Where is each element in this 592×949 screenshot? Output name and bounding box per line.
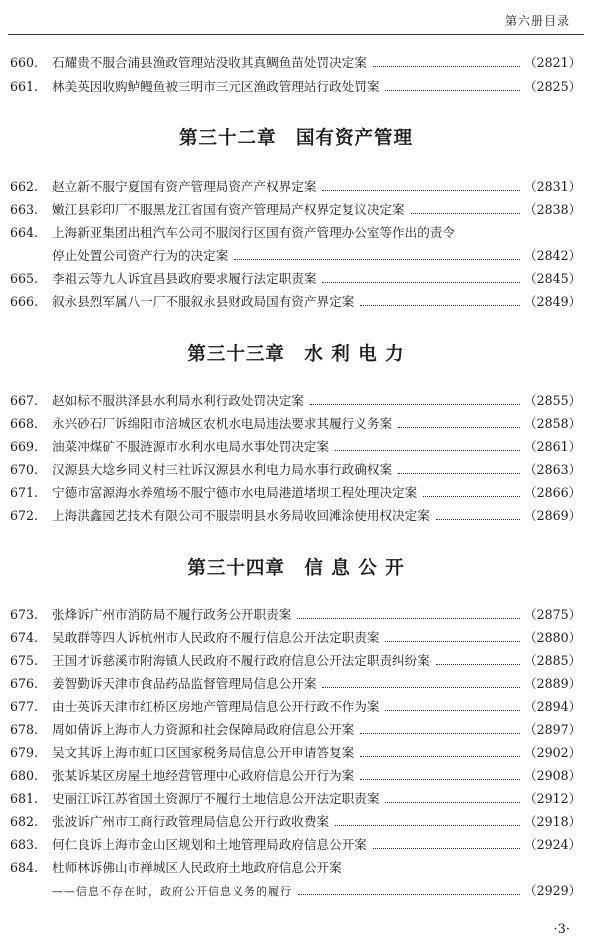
entry-page: （2912）: [524, 791, 582, 806]
toc-entry[interactable]: 673. 张烽诉广州市消防局不履行政务公开职责案 （2875）: [10, 604, 570, 626]
entry-title: 吴敢群等四人诉杭州市人民政府不履行信息公开法定职责案: [52, 630, 380, 645]
dot-leader: [385, 89, 520, 91]
toc-entry[interactable]: 670. 汉源县大埝乡同义村三社诉汉源县水利电力局水事行政确权案 （2863）: [10, 459, 570, 481]
dot-leader: [385, 640, 520, 642]
entry-page: （2825）: [524, 79, 582, 94]
entry-page: （2842）: [524, 248, 582, 263]
toc-entry[interactable]: 679. 吴文其诉上海市虹口区国家税务局信息公开申请答复案 （2902）: [10, 742, 570, 764]
dot-leader: [322, 686, 520, 688]
dot-leader: [411, 212, 520, 214]
toc-entry[interactable]: 671. 宁德市富源海水养殖场不服宁德市水电局港道堵坝工程处理决定案 （2866）: [10, 482, 570, 504]
dot-leader: [373, 65, 520, 67]
entry-title: 上海新亚集团出租汽车公司不服闵行区国有资产管理办公室等作出的责令: [52, 225, 455, 240]
chapter-heading: 第三十三章 水 利 电 力: [187, 344, 405, 365]
entry-title: 汉源县大埝乡同义村三社诉汉源县水利电力局水事行政确权案: [52, 462, 393, 477]
toc-entry[interactable]: 668. 永兴砂石厂诉绵阳市涪城区农机水电局违法要求其履行义务案 （2858）: [10, 413, 570, 435]
toc-entry-continuation[interactable]: [10, 245, 582, 267]
toc-entry[interactable]: 680. 张某诉某区房屋土地经营管理中心政府信息公开行为案 （2908）: [10, 765, 570, 787]
toc-entry[interactable]: 682. 张波诉广州市工商行政管理局信息公开行政收费案 （2918）: [10, 811, 570, 833]
entry-title: 宁德市富源海水养殖场不服宁德市水电局港道堵坝工程处理决定案: [52, 485, 418, 500]
entry-page: （2908）: [524, 768, 582, 783]
entry-page: （2858）: [524, 416, 582, 431]
entry-title-continuation: 停止处置公司资产行为的决定案: [52, 248, 229, 263]
entry-page: （2866）: [524, 485, 582, 500]
toc-entry[interactable]: 664. 上海新亚集团出租汽车公司不服闵行区国有资产管理办公室等作出的责令: [10, 222, 570, 244]
dot-leader: [322, 189, 520, 191]
dot-leader: [360, 732, 520, 734]
entry-subtitle: ——信息不存在时，政府公开信息义务的履行: [52, 885, 292, 898]
entry-title: 史丽江诉江苏省国土资源厅不履行土地信息公开法定职责案: [52, 791, 380, 806]
dot-leader: [436, 663, 520, 665]
toc-entry[interactable]: 660. 石耀贵不服合浦县渔政管理站没收其真鲷鱼苗处罚决定案 （2821）: [10, 52, 570, 74]
entry-title: 油菜冲煤矿不服涟源市水利水电局水事处罚决定案: [52, 439, 330, 454]
entry-title: 上海洪鑫园艺技术有限公司不服崇明县水务局收回滩涂使用权决定案: [52, 508, 430, 523]
entry-page: （2889）: [524, 676, 582, 691]
toc-entry-continuation[interactable]: [10, 880, 582, 902]
entry-page: （2863）: [524, 462, 582, 477]
entry-title: 吴文其诉上海市虹口区国家税务局信息公开申请答复案: [52, 745, 355, 760]
dot-leader: [398, 426, 520, 428]
toc-entry[interactable]: 684. 杜师林诉佛山市禅城区人民政府土地政府信息公开案: [10, 857, 570, 879]
toc-entry[interactable]: 665. 李祖云等九人诉宜昌县政府要求履行法定职责案 （2845）: [10, 268, 570, 290]
entry-page: （2855）: [524, 393, 582, 408]
toc-entry[interactable]: 669. 油菜冲煤矿不服涟源市水利水电局水事处罚决定案 （2861）: [10, 436, 570, 458]
toc-entry[interactable]: 683. 何仁良诉上海市金山区规划和土地管理局政府信息公开案 （2924）: [10, 834, 570, 856]
page-number: ·3·: [553, 922, 570, 937]
entry-title: 叙永县烈军属八一厂不服叙永县财政局国有资产界定案: [52, 294, 355, 309]
toc-entry[interactable]: 672. 上海洪鑫园艺技术有限公司不服崇明县水务局收回滩涂使用权决定案 （2869）: [10, 505, 570, 527]
dot-leader: [360, 755, 520, 757]
dot-leader: [360, 778, 520, 780]
entry-title: 王国才诉慈溪市附海镇人民政府不履行政府信息公开法定职责纠纷案: [52, 653, 430, 668]
toc-entry[interactable]: 661. 林美英因收购鲈鳗鱼被三明市三元区渔政管理站行政处罚案 （2825）: [10, 76, 570, 98]
toc-entry[interactable]: 677. 由士英诉天津市红桥区房地产管理局信息公开行政不作为案 （2894）: [10, 696, 570, 718]
toc-entry[interactable]: 681. 史丽江诉江苏省国土资源厅不履行土地信息公开法定职责案 （2912）: [10, 788, 570, 810]
entry-title: 赵立新不服宁夏国有资产管理局资产产权界定案: [52, 179, 317, 194]
dot-leader: [335, 449, 520, 451]
dot-leader: [373, 847, 520, 849]
entry-title: 姜智勤诉天津市食品药品监督管理局信息公开案: [52, 676, 317, 691]
dot-leader: [335, 824, 520, 826]
chapter-heading: 第三十四章 信 息 公 开: [187, 558, 405, 579]
entry-title: 赵如标不服洪泽县水利局水利行政处罚决定案: [52, 393, 304, 408]
chapter-heading: 第三十二章 国有资产管理: [178, 128, 413, 149]
toc-entry[interactable]: 667. 赵如标不服洪泽县水利局水利行政处罚决定案 （2855）: [10, 390, 570, 412]
page-header: [8, 0, 584, 35]
dot-leader: [360, 304, 520, 306]
dot-leader: [436, 518, 520, 520]
entry-title: 周如倩诉上海市人力资源和社会保障局政府信息公开案: [52, 722, 355, 737]
entry-page: （2929）: [524, 883, 582, 898]
dot-leader: [310, 403, 520, 405]
toc-entry[interactable]: 663. 嫩江县彩印厂不服黑龙江省国有资产管理局产权界定复议决定案 （2838）: [10, 199, 570, 221]
entry-page: （2880）: [524, 630, 582, 645]
entry-page: （2902）: [524, 745, 582, 760]
entry-title: 何仁良诉上海市金山区规划和土地管理局政府信息公开案: [52, 837, 367, 852]
entry-page: （2845）: [524, 271, 582, 286]
entry-page: （2869）: [524, 508, 582, 523]
entry-page: （2885）: [524, 653, 582, 668]
dot-leader: [385, 801, 520, 803]
header-title: 第六册目录: [504, 14, 570, 28]
entry-page: （2897）: [524, 722, 582, 737]
entry-page: （2918）: [524, 814, 582, 829]
entry-page: （2821）: [524, 55, 582, 70]
dot-leader: [385, 709, 520, 711]
entry-title: 杜师林诉佛山市禅城区人民政府土地政府信息公开案: [52, 860, 342, 875]
entry-page: （2875）: [524, 607, 582, 622]
dot-leader: [398, 472, 520, 474]
entry-title: 由士英诉天津市红桥区房地产管理局信息公开行政不作为案: [52, 699, 380, 714]
entry-page: （2849）: [524, 294, 582, 309]
entry-page: （2924）: [524, 837, 582, 852]
toc-entry[interactable]: 674. 吴敢群等四人诉杭州市人民政府不履行信息公开法定职责案 （2880）: [10, 627, 570, 649]
toc-entry[interactable]: 666. 叙永县烈军属八一厂不服叙永县财政局国有资产界定案 （2849）: [10, 291, 570, 313]
entry-title: 张波诉广州市工商行政管理局信息公开行政收费案: [52, 814, 330, 829]
entry-title: 李祖云等九人诉宜昌县政府要求履行法定职责案: [52, 271, 317, 286]
dot-leader: [423, 495, 520, 497]
entry-page: （2831）: [524, 179, 582, 194]
toc-entry[interactable]: 676. 姜智勤诉天津市食品药品监督管理局信息公开案 （2889）: [10, 673, 570, 695]
entry-title: 嫩江县彩印厂不服黑龙江省国有资产管理局产权界定复议决定案: [52, 202, 405, 217]
toc-entry[interactable]: 662. 赵立新不服宁夏国有资产管理局资产产权界定案 （2831）: [10, 176, 570, 198]
entry-page: （2838）: [524, 202, 582, 217]
entry-title: 永兴砂石厂诉绵阳市涪城区农机水电局违法要求其履行义务案: [52, 416, 393, 431]
entry-page: （2861）: [524, 439, 582, 454]
dot-leader: [298, 893, 520, 895]
entry-title: 张烽诉广州市消防局不履行政务公开职责案: [52, 607, 292, 622]
entry-title: 张某诉某区房屋土地经营管理中心政府信息公开行为案: [52, 768, 355, 783]
entry-page: （2894）: [524, 699, 582, 714]
dot-leader: [234, 258, 520, 260]
toc-entry[interactable]: 675. 王国才诉慈溪市附海镇人民政府不履行政府信息公开法定职责纠纷案 （2885）: [10, 650, 570, 672]
toc-entry[interactable]: 678. 周如倩诉上海市人力资源和社会保障局政府信息公开案 （2897）: [10, 719, 570, 741]
dot-leader: [297, 617, 520, 619]
dot-leader: [322, 281, 520, 283]
entry-title: 林美英因收购鲈鳗鱼被三明市三元区渔政管理站行政处罚案: [52, 79, 380, 94]
entry-title: 石耀贵不服合浦县渔政管理站没收其真鲷鱼苗处罚决定案: [52, 55, 367, 70]
